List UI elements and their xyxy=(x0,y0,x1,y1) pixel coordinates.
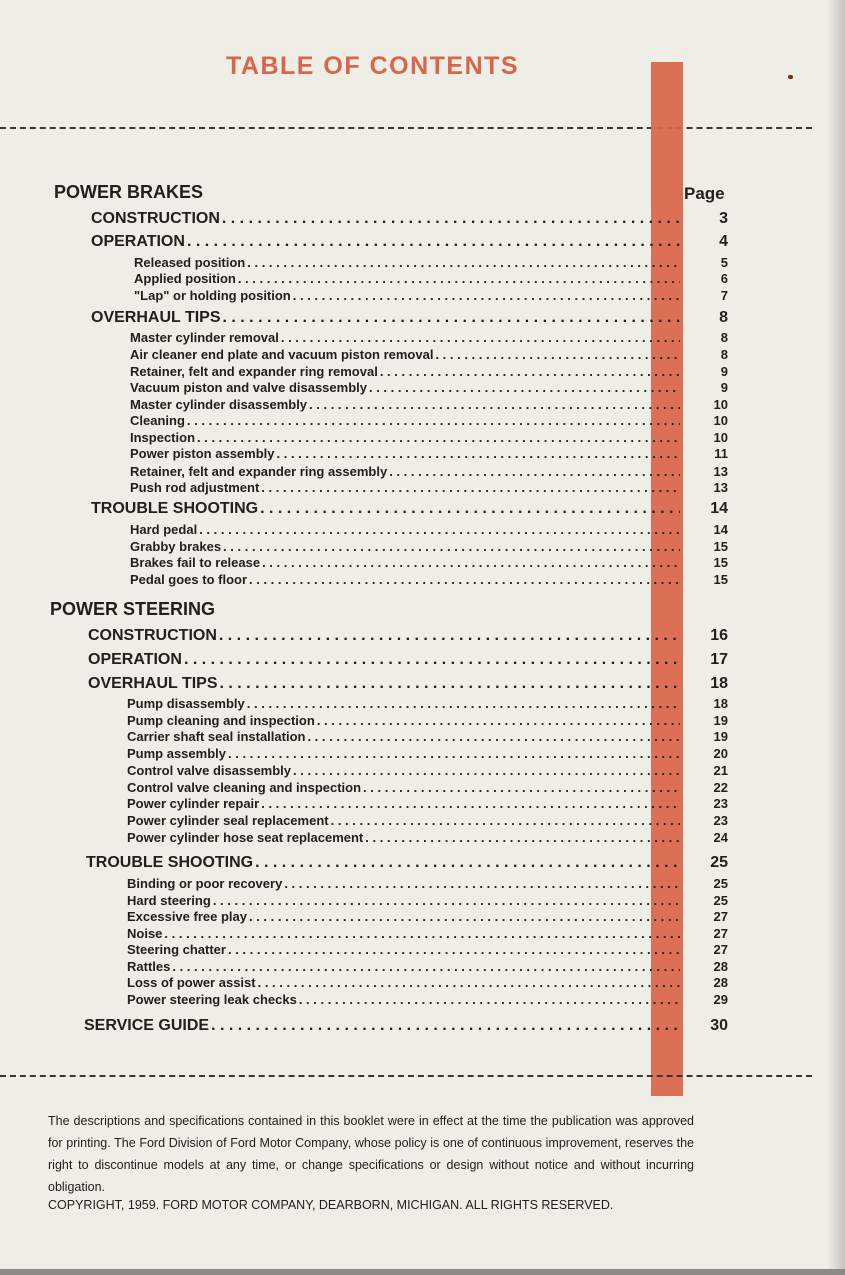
toc-page-number: 28 xyxy=(713,975,728,990)
leader-dots xyxy=(184,651,680,669)
toc-entry-label: Excessive free play xyxy=(127,909,247,924)
toc-page-number: 27 xyxy=(713,909,728,924)
leader-dots xyxy=(187,233,680,251)
toc-entry-label: Steering chatter xyxy=(127,942,226,957)
leader-dots xyxy=(293,763,680,778)
leader-dots xyxy=(220,675,681,693)
toc-subentry xyxy=(127,746,728,761)
toc-subentry xyxy=(127,975,728,990)
toc-subentry xyxy=(134,288,728,303)
toc-entry-label: Pump cleaning and inspection xyxy=(127,713,315,728)
toc-page-number: 24 xyxy=(713,830,728,845)
toc-page-number: 23 xyxy=(713,813,728,828)
section-heading: POWER STEERING xyxy=(50,599,216,619)
toc-page-number: 25 xyxy=(713,876,728,891)
toc-entry-label: Control valve cleaning and inspection xyxy=(127,780,362,795)
leader-dots xyxy=(211,1017,680,1035)
toc-entry-label: Hard pedal xyxy=(130,522,198,537)
toc-subentry xyxy=(127,909,728,924)
leader-dots xyxy=(219,627,680,645)
toc-entry-label: Loss of power assist xyxy=(127,975,256,990)
toc-subentry xyxy=(127,796,728,811)
leader-dots xyxy=(261,480,680,495)
toc-subentry xyxy=(130,347,728,362)
toc-page-number: 28 xyxy=(713,959,728,974)
toc-entry xyxy=(91,210,728,228)
toc-page-number: 6 xyxy=(720,271,728,286)
page-edge-shadow xyxy=(827,0,845,1275)
toc-page-number: 8 xyxy=(719,309,728,326)
toc-entry-label: Power piston assembly xyxy=(130,446,275,461)
leader-dots xyxy=(249,572,680,587)
page-bottom-edge xyxy=(0,1269,845,1275)
leader-dots xyxy=(277,446,681,461)
toc-entry-label: Inspection xyxy=(130,430,196,445)
toc-page-number: 18 xyxy=(710,675,728,692)
toc-page-number: 25 xyxy=(713,893,728,908)
toc-entry-label: SERVICE GUIDE xyxy=(84,1017,210,1034)
toc-page-number: 23 xyxy=(713,796,728,811)
page-title: TABLE OF CONTENTS xyxy=(226,52,520,80)
toc-entry-label: Power cylinder seal replacement xyxy=(127,813,329,828)
toc-subentry xyxy=(130,522,728,537)
toc-entry xyxy=(84,1017,728,1035)
toc-page-number: 9 xyxy=(720,380,728,395)
toc-subentry xyxy=(130,364,728,379)
toc-page-number: 8 xyxy=(720,330,728,345)
leader-dots xyxy=(247,255,680,270)
toc-subentry xyxy=(127,813,728,828)
toc-subentry xyxy=(127,959,728,974)
toc-subentry xyxy=(134,271,728,286)
toc-subentry xyxy=(127,830,728,845)
toc-entry xyxy=(88,675,728,693)
toc-entry-label: Master cylinder removal xyxy=(130,330,279,345)
toc-entry xyxy=(91,309,728,327)
toc-subentry xyxy=(127,876,728,891)
leader-dots xyxy=(435,347,680,362)
toc-page-number: 9 xyxy=(720,364,728,379)
toc-subentry xyxy=(130,572,728,587)
toc-entry-label: Grabby brakes xyxy=(130,539,222,554)
toc-entry-label: OPERATION xyxy=(88,651,182,668)
toc-entry-label: TROUBLE SHOOTING xyxy=(86,854,254,871)
toc-page-number: 7 xyxy=(720,288,728,303)
toc-entry xyxy=(91,500,728,518)
section-heading: POWER BRAKES xyxy=(54,182,204,202)
toc-page-number: 18 xyxy=(713,696,728,711)
toc-entry-label: Brakes fail to release xyxy=(130,555,261,570)
leader-dots xyxy=(238,271,680,286)
leader-dots xyxy=(284,876,680,891)
toc-entry-label: TROUBLE SHOOTING xyxy=(91,500,259,517)
toc-page-number: 16 xyxy=(710,627,728,644)
toc-subentry xyxy=(127,780,728,795)
toc-page-number: 15 xyxy=(713,555,728,570)
leader-dots xyxy=(299,992,680,1007)
leader-dots xyxy=(228,942,680,957)
leader-dots xyxy=(258,975,680,990)
toc-subentry xyxy=(130,380,728,395)
leader-dots xyxy=(213,893,680,908)
leader-dots xyxy=(293,288,680,303)
toc-page-number: 14 xyxy=(713,522,728,537)
toc-page-number: 17 xyxy=(710,651,728,668)
leader-dots xyxy=(369,380,680,395)
toc-entry-label: Released position xyxy=(134,255,246,270)
leader-dots xyxy=(317,713,680,728)
toc-entry xyxy=(91,233,728,251)
leader-dots xyxy=(255,854,680,872)
toc-entry-label: Power cylinder repair xyxy=(127,796,260,811)
toc-page-number: 21 xyxy=(713,763,728,778)
toc-entry-label: Pump disassembly xyxy=(127,696,245,711)
toc-subentry xyxy=(130,430,728,445)
toc-page-number: 20 xyxy=(713,746,728,761)
toc-page-number: 10 xyxy=(713,413,728,428)
footer-notice: The descriptions and specifications contained in this booklet were in effect at the time the publication was approved for printing. The Ford Division of Ford Motor Company, whose policy is one of continuous improvement, reserves the right to discontinue models at any time, or change specifications or design without notice and without incurring obligation. xyxy=(48,1114,694,1194)
leader-dots xyxy=(164,926,680,941)
toc-subentry xyxy=(130,464,728,479)
toc-entry-label: Master cylinder disassembly xyxy=(130,397,308,412)
toc-page-number: 11 xyxy=(714,446,728,461)
leader-dots xyxy=(262,555,680,570)
leader-dots xyxy=(247,696,680,711)
toc-entry xyxy=(86,854,728,872)
toc-page-number: 27 xyxy=(713,926,728,941)
toc-page-number: 5 xyxy=(720,255,728,270)
leader-dots xyxy=(261,796,680,811)
toc-subentry xyxy=(127,992,728,1007)
leader-dots xyxy=(223,539,680,554)
toc-entry-label: Air cleaner end plate and vacuum piston removal xyxy=(130,347,434,362)
toc-page-number: 8 xyxy=(720,347,728,362)
leader-dots xyxy=(199,522,680,537)
toc-entry-label: Vacuum piston and valve disassembly xyxy=(130,380,367,395)
toc-subentry xyxy=(130,555,728,570)
toc-subentry xyxy=(127,713,728,728)
toc-page-number: 13 xyxy=(713,464,728,479)
toc-page-number: 14 xyxy=(710,500,728,517)
toc-page-number: 10 xyxy=(713,397,728,412)
toc-subentry xyxy=(127,696,728,711)
toc-page-number: 4 xyxy=(719,233,728,250)
toc-subentry xyxy=(130,446,728,461)
leader-dots xyxy=(380,364,680,379)
leader-dots xyxy=(331,813,680,828)
toc-entry-label: OVERHAUL TIPS xyxy=(88,675,218,692)
toc-subentry xyxy=(130,413,728,428)
toc-entry-label: Control valve disassembly xyxy=(127,763,292,778)
toc-page-number: 27 xyxy=(713,942,728,957)
leader-dots xyxy=(197,430,680,445)
toc-subentry xyxy=(130,480,728,495)
toc-entry-label: Hard steering xyxy=(127,893,211,908)
leader-dots xyxy=(307,729,680,744)
toc-entry-label: "Lap" or holding position xyxy=(134,288,291,303)
toc-entry-label: Applied position xyxy=(134,271,236,286)
leader-dots xyxy=(281,330,680,345)
leader-dots xyxy=(228,746,680,761)
toc-page-number: 19 xyxy=(713,713,728,728)
toc-page-number: 22 xyxy=(713,780,728,795)
page-column-header: Page xyxy=(684,184,725,203)
ink-speck xyxy=(788,75,793,79)
toc-page-number: 10 xyxy=(713,430,728,445)
leader-dots xyxy=(309,397,680,412)
toc-entry-label: Cleaning xyxy=(130,413,185,428)
copyright-line: COPYRIGHT, 1959. FORD MOTOR COMPANY, DEARBORN, MICHIGAN. ALL RIGHTS RESERVED. xyxy=(48,1198,614,1212)
toc-entry-label: Power steering leak checks xyxy=(127,992,297,1007)
toc-entry-label: Binding or poor recovery xyxy=(127,876,283,891)
toc-page-number: 25 xyxy=(710,854,728,871)
toc-subentry xyxy=(127,893,728,908)
toc-entry-label: Power cylinder hose seat replacement xyxy=(127,830,364,845)
toc-entry-label: Carrier shaft seal installation xyxy=(127,729,306,744)
toc-subentry xyxy=(130,539,728,554)
toc-entry-label: CONSTRUCTION xyxy=(88,627,217,644)
leader-dots xyxy=(222,210,680,228)
toc-page-number: 3 xyxy=(719,210,728,227)
top-dashed-divider xyxy=(0,127,812,129)
toc-entry xyxy=(88,627,728,645)
toc-entry-label: OPERATION xyxy=(91,233,185,250)
toc-entry-label: Rattles xyxy=(127,959,171,974)
toc-page-number: 13 xyxy=(713,480,728,495)
toc-entry xyxy=(88,651,728,669)
toc-subentry xyxy=(130,330,728,345)
leader-dots xyxy=(260,500,680,518)
bottom-dashed-divider xyxy=(0,1075,812,1077)
toc-subentry xyxy=(127,942,728,957)
toc-subentry xyxy=(127,729,728,744)
leader-dots xyxy=(365,830,680,845)
toc-entry-label: Push rod adjustment xyxy=(130,480,260,495)
toc-subentry xyxy=(134,255,728,270)
leader-dots xyxy=(363,780,680,795)
toc-subentry xyxy=(127,926,728,941)
leader-dots xyxy=(223,309,681,327)
leader-dots xyxy=(187,413,680,428)
toc-entry-label: CONSTRUCTION xyxy=(91,210,220,227)
toc-page-number: 30 xyxy=(710,1017,728,1034)
toc-entry-label: Pedal goes to floor xyxy=(130,572,248,587)
toc-entry-label: OVERHAUL TIPS xyxy=(91,309,221,326)
leader-dots xyxy=(172,959,680,974)
toc-page-number: 15 xyxy=(713,539,728,554)
toc-entry-label: Retainer, felt and expander ring removal xyxy=(130,364,378,379)
toc-subentry xyxy=(127,763,728,778)
toc-entry-label: Pump assembly xyxy=(127,746,226,761)
toc-entry-label: Retainer, felt and expander ring assembly xyxy=(130,464,388,479)
toc-entry-label: Noise xyxy=(127,926,163,941)
leader-dots xyxy=(389,464,680,479)
leader-dots xyxy=(249,909,680,924)
toc-page-number: 19 xyxy=(713,729,728,744)
toc-subentry xyxy=(130,397,728,412)
toc-page-number: 29 xyxy=(713,992,728,1007)
toc-page-number: 15 xyxy=(713,572,728,587)
